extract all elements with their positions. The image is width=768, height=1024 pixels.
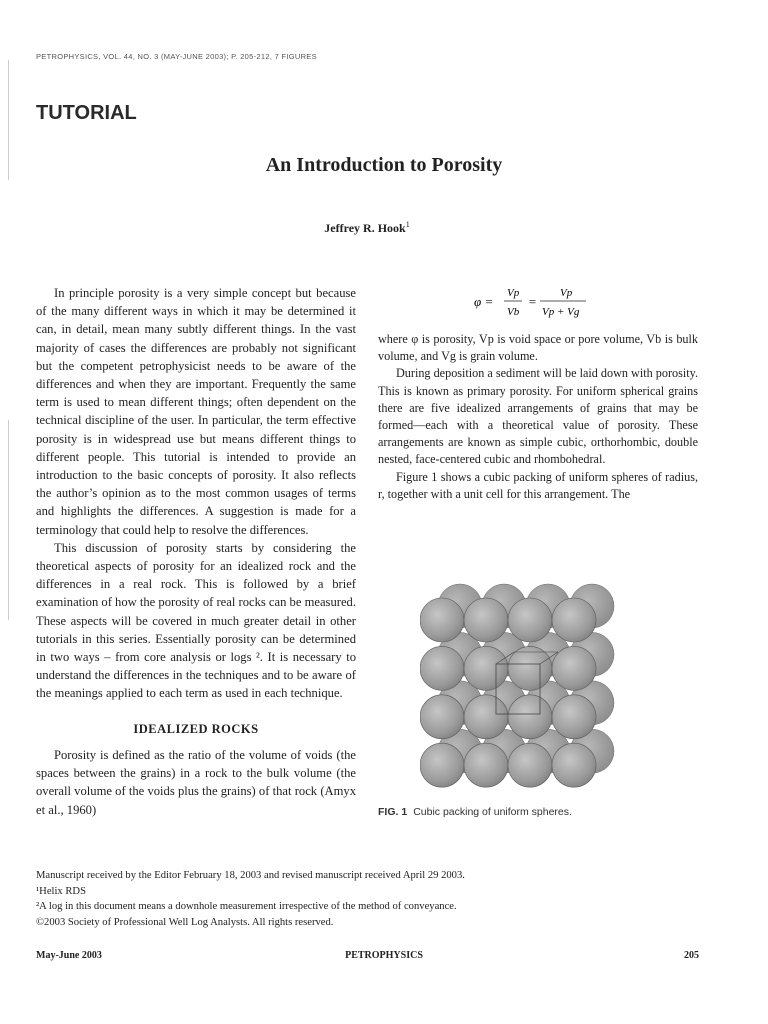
sphere xyxy=(552,646,596,690)
page-title: An Introduction to Porosity xyxy=(265,154,503,176)
scan-edge-mark xyxy=(8,420,9,620)
sphere xyxy=(508,646,552,690)
sphere xyxy=(508,695,552,739)
eq-den-1: Vb xyxy=(507,306,520,318)
section-heading-idealized-rocks: IDEALIZED ROCKS xyxy=(133,722,259,736)
sphere xyxy=(552,598,596,642)
paragraph-definition: Porosity is defined as the ratio of the volume of voids (the spaces between the grains) in a rock to the bulk volume (the overall volume of the voids plus the grains) of that rock (Amyx et al., 1960) xyxy=(36,748,356,817)
paragraph-discussion: This discussion of porosity starts by considering the theoretical aspects of porosity for an idealized rock and the differences in a real rock. This is followed by a brief examination of how the porosity of real rocks can be measured. These aspects will be covered in much greater detail in other tutorials in this series. Essentially porosity can be determined in two ways – from core analysis or logs ². It is necessary to understand the differences in the techniques and to be aware of the meanings applied to each term as used in each technique. xyxy=(36,540,356,701)
footer-page-number: 205 xyxy=(684,950,699,961)
footer-date: May-June 2003 xyxy=(36,950,102,961)
figure-caption xyxy=(378,806,572,818)
footnote-log-definition: ²A log in this document means a downhole measurement irrespective of the method of conveyance. xyxy=(36,901,457,912)
sphere xyxy=(464,598,508,642)
sphere xyxy=(464,646,508,690)
figure-caption-text: Cubic packing of uniform spheres. xyxy=(413,806,572,818)
sphere xyxy=(420,743,464,787)
footnote-copyright: ©2003 Society of Professional Well Log Analysts. All rights reserved. xyxy=(36,916,334,928)
cubic-packing-figure xyxy=(420,570,620,800)
porosity-equation xyxy=(474,282,614,322)
author-name: Jeffrey R. Hook xyxy=(324,221,406,235)
sphere xyxy=(464,743,508,787)
paragraph-where: where φ is porosity, Vp is void space or pore volume, Vb is bulk volume, and Vg is grain volume. xyxy=(378,332,698,364)
right-column xyxy=(378,331,698,503)
sphere xyxy=(420,646,464,690)
sphere xyxy=(464,695,508,739)
sphere xyxy=(508,598,552,642)
running-head: PETROPHYSICS, VOL. 44, NO. 3 (MAY-JUNE 2003); P. 205-212, 7 FIGURES xyxy=(36,52,317,61)
section-label: TUTORIAL xyxy=(36,102,137,124)
eq-num-1: Vp xyxy=(507,287,520,299)
scan-edge-mark xyxy=(8,60,9,180)
sphere xyxy=(420,695,464,739)
paragraph-figure-ref: Figure 1 shows a cubic packing of uniform spheres of radius, r, together with a unit cell for this arrangement. The xyxy=(378,469,698,501)
footnote-manuscript: Manuscript received by the Editor February 18, 2003 and revised manuscript received April 29 2003. xyxy=(36,870,465,881)
sphere xyxy=(508,743,552,787)
author-footnote-mark: 1 xyxy=(405,220,410,229)
paragraph-intro: In principle porosity is a very simple concept but because of the many different ways in which it may be determined it can, in detail, mean many subtly different things. In the vast majority of cases the differences are probably not significant but the competent petrophysicist needs to be aware of the differences and when they are important. Frequently the same term is used to mean different things; often dependent on the technical discipline of the user. In particular, the term effective porosity is in widespread use but means different things to different people. This tutorial is intended to provide an introduction to the basic concepts of porosity. It also reflects the author’s opinion as to the most common usages of terms and highlights the differences. A suggestion is made for a terminology that could help to resolve the differences. xyxy=(36,286,356,537)
left-column xyxy=(36,284,356,703)
eq-equals: = xyxy=(528,294,537,309)
eq-lhs: φ = xyxy=(474,294,494,309)
paragraph-deposition: During deposition a sediment will be laid down with porosity. This is known as primary porosity. For uniform spherical grains there are five idealized arrangements of grains that may be formed—each with a theoretical value of porosity. These arrangements are known as simple cubic, orthorhombic, double nested, face-centered cubic and rhombohedral. xyxy=(378,366,698,467)
sphere xyxy=(552,743,596,787)
author-line xyxy=(0,220,734,236)
figure-label: FIG. 1 xyxy=(378,806,408,818)
footer-journal: PETROPHYSICS xyxy=(345,950,423,961)
footnote-affiliation: ¹Helix RDS xyxy=(36,885,86,897)
sphere xyxy=(552,695,596,739)
footnotes xyxy=(36,868,716,930)
left-column-lower xyxy=(36,746,356,819)
sphere xyxy=(420,598,464,642)
eq-den-2: Vp + Vg xyxy=(542,306,580,318)
eq-num-2: Vp xyxy=(560,287,573,299)
